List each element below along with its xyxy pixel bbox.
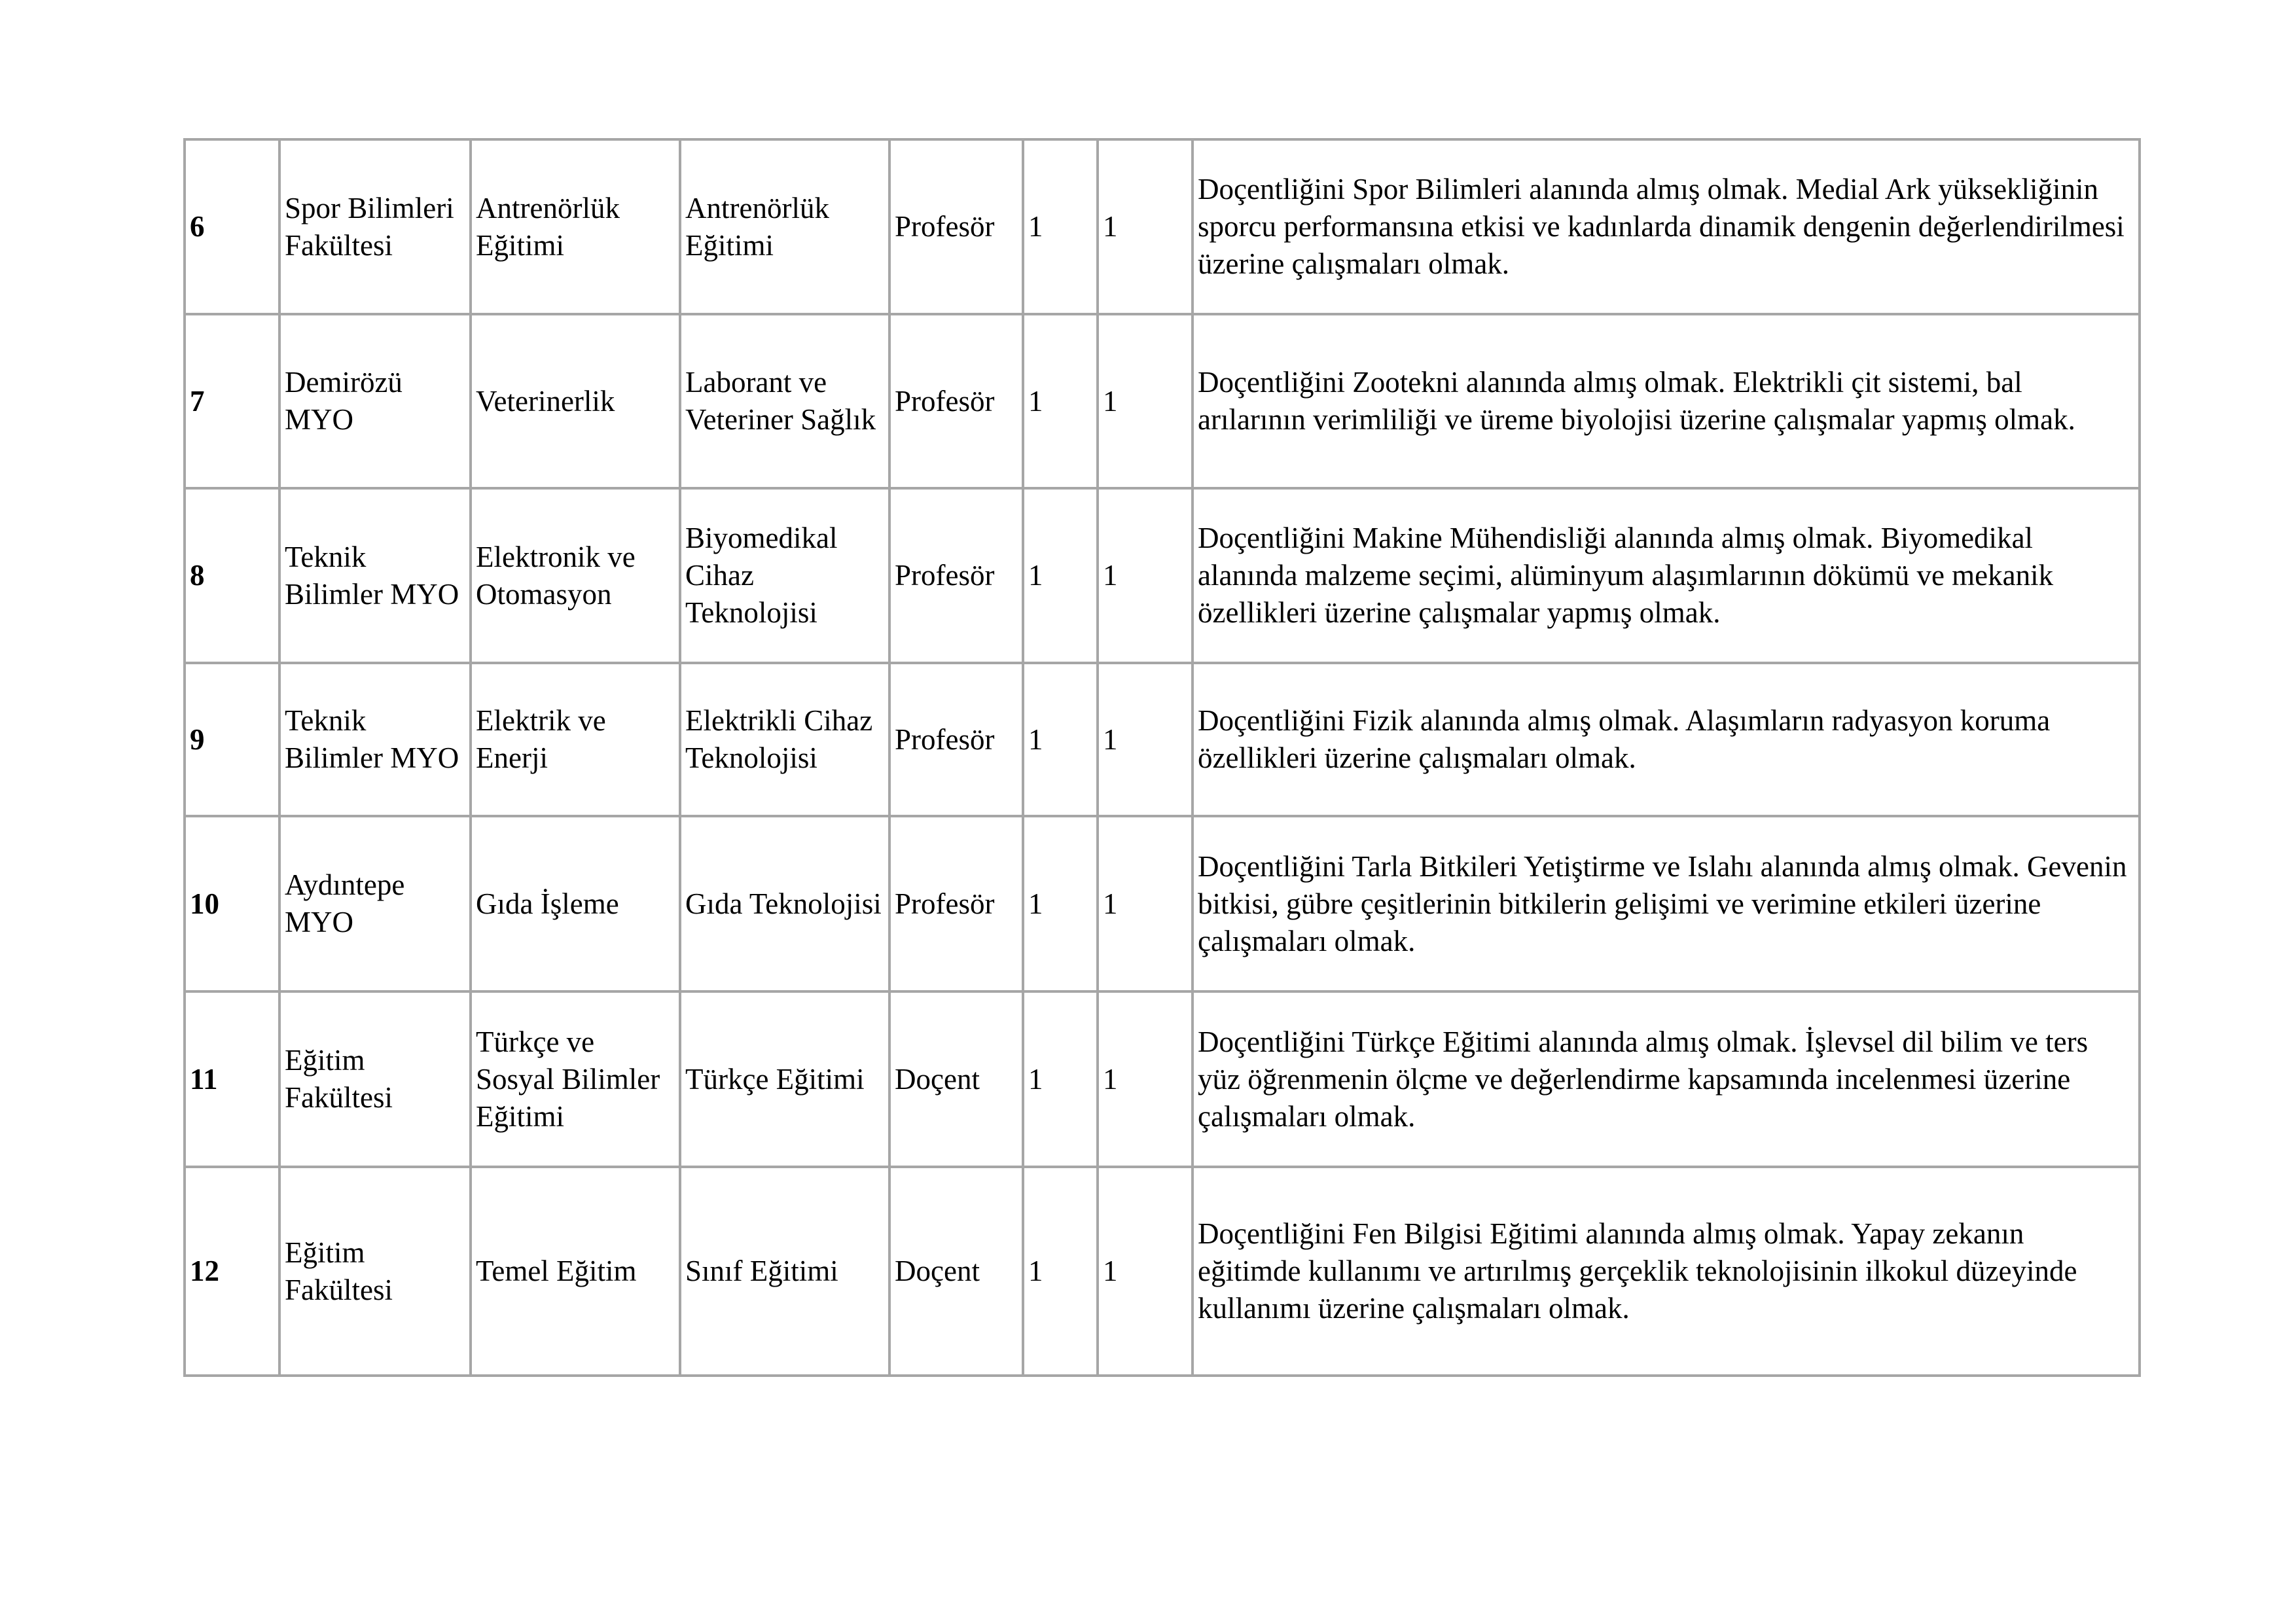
table-row xyxy=(185,663,2140,816)
unit-cell: Eğitim Fakültesi xyxy=(279,991,471,1167)
count-cell: 1 xyxy=(1098,1167,1193,1376)
count-cell: 1 xyxy=(1098,314,1193,488)
department-cell: Temel Eğitim xyxy=(471,1167,680,1376)
department-cell: Elektrik ve Enerji xyxy=(471,663,680,816)
program-cell: Biyomedikal Cihaz Teknolojisi xyxy=(680,488,889,663)
count-cell: 1 xyxy=(1098,991,1193,1167)
degree-cell: 1 xyxy=(1023,663,1098,816)
row-number: 7 xyxy=(185,314,279,488)
program-cell: Elektrikli Cihaz Teknolojisi xyxy=(680,663,889,816)
department-cell: Gıda İşleme xyxy=(471,816,680,991)
department-cell: Elektronik ve Otomasyon xyxy=(471,488,680,663)
row-number: 8 xyxy=(185,488,279,663)
description-cell: Doçentliğini Spor Bilimleri alanında almış olmak. Medial Ark yüksekliğinin sporcu performansına etkisi ve kadınlarda dinamik dengenin değerlendirilmesi üzerine çalışmaları olmak. xyxy=(1193,139,2140,314)
degree-cell: 1 xyxy=(1023,139,1098,314)
program-cell: Türkçe Eğitimi xyxy=(680,991,889,1167)
table-row xyxy=(185,139,2140,314)
degree-cell: 1 xyxy=(1023,991,1098,1167)
department-cell: Veterinerlik xyxy=(471,314,680,488)
title-cell: Profesör xyxy=(889,314,1023,488)
degree-cell: 1 xyxy=(1023,488,1098,663)
department-cell: Türkçe ve Sosyal Bilimler Eğitimi xyxy=(471,991,680,1167)
title-cell: Profesör xyxy=(889,488,1023,663)
description-cell: Doçentliğini Makine Mühendisliği alanında almış olmak. Biyomedikal alanında malzeme seçimi, alüminyum alaşımlarının dökümü ve mekanik özellikleri üzerine çalışmalar yapmış olmak. xyxy=(1193,488,2140,663)
title-cell: Profesör xyxy=(889,139,1023,314)
unit-cell: Spor Bilimleri Fakültesi xyxy=(279,139,471,314)
table-row xyxy=(185,1167,2140,1376)
description-cell: Doçentliğini Tarla Bitkileri Yetiştirme ve Islahı alanında almış olmak. Gevenin bitkisi, gübre çeşitlerinin bitkilerin gelişimi ve verimine etkileri üzerine çalışmaları olmak. xyxy=(1193,816,2140,991)
unit-cell: Demirözü MYO xyxy=(279,314,471,488)
degree-cell: 1 xyxy=(1023,1167,1098,1376)
description-cell: Doçentliğini Fen Bilgisi Eğitimi alanında almış olmak. Yapay zekanın eğitimde kullanımı ve artırılmış gerçeklik teknolojisinin ilkokul düzeyinde kullanımı üzerine çalışmaları olmak. xyxy=(1193,1167,2140,1376)
unit-cell: Teknik Bilimler MYO xyxy=(279,488,471,663)
count-cell: 1 xyxy=(1098,139,1193,314)
program-cell: Antrenörlük Eğitimi xyxy=(680,139,889,314)
description-cell: Doçentliğini Fizik alanında almış olmak. Alaşımların radyasyon koruma özellikleri üzerine çalışmaları olmak. xyxy=(1193,663,2140,816)
description-cell: Doçentliğini Türkçe Eğitimi alanında almış olmak. İşlevsel dil bilim ve ters yüz öğrenmenin ölçme ve değerlendirme kapsamında incelenmesi üzerine çalışmaları olmak. xyxy=(1193,991,2140,1167)
count-cell: 1 xyxy=(1098,488,1193,663)
title-cell: Doçent xyxy=(889,1167,1023,1376)
unit-cell: Teknik Bilimler MYO xyxy=(279,663,471,816)
row-number: 12 xyxy=(185,1167,279,1376)
description-cell: Doçentliğini Zootekni alanında almış olmak. Elektrikli çit sistemi, bal arılarının verimliliği ve üreme biyolojisi üzerine çalışmalar yapmış olmak. xyxy=(1193,314,2140,488)
row-number: 11 xyxy=(185,991,279,1167)
row-number: 10 xyxy=(185,816,279,991)
program-cell: Laborant ve Veteriner Sağlık xyxy=(680,314,889,488)
count-cell: 1 xyxy=(1098,663,1193,816)
title-cell: Profesör xyxy=(889,663,1023,816)
staff-positions-table xyxy=(183,138,2141,1377)
table-row xyxy=(185,488,2140,663)
row-number: 6 xyxy=(185,139,279,314)
department-cell: Antrenörlük Eğitimi xyxy=(471,139,680,314)
table-row xyxy=(185,816,2140,991)
program-cell: Gıda Teknolojisi xyxy=(680,816,889,991)
degree-cell: 1 xyxy=(1023,314,1098,488)
table-body xyxy=(185,139,2140,1376)
title-cell: Doçent xyxy=(889,991,1023,1167)
program-cell: Sınıf Eğitimi xyxy=(680,1167,889,1376)
degree-cell: 1 xyxy=(1023,816,1098,991)
unit-cell: Aydıntepe MYO xyxy=(279,816,471,991)
table-row xyxy=(185,314,2140,488)
row-number: 9 xyxy=(185,663,279,816)
count-cell: 1 xyxy=(1098,816,1193,991)
unit-cell: Eğitim Fakültesi xyxy=(279,1167,471,1376)
title-cell: Profesör xyxy=(889,816,1023,991)
table-row xyxy=(185,991,2140,1167)
